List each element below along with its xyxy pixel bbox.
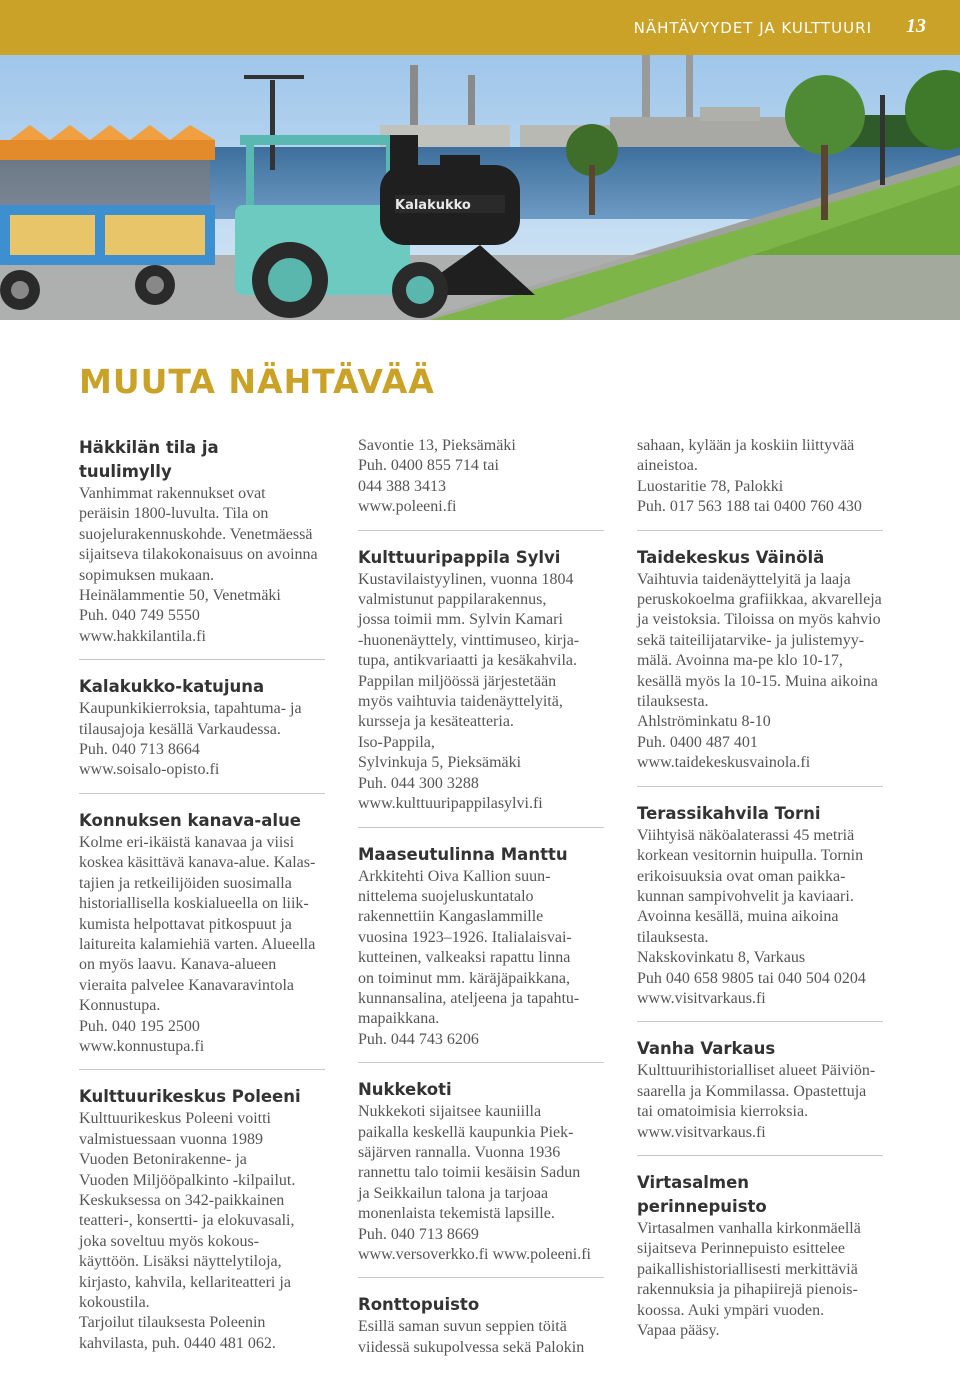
entry-ronttopuisto — [358, 1293, 604, 1370]
website-link[interactable]: www.soisalo-opisto.fi — [79, 761, 220, 779]
entry-ronttopuisto-continued — [637, 436, 883, 531]
entry-konnus — [79, 809, 325, 1070]
train-photo-illustration — [0, 55, 960, 320]
entry-body: Arkkitehti Oiva Kallion suun- nittelema suojeluskuntatalo rakennettiin Kangaslammille vuosina 1923–1926. Italialaisvai- kutteinen, valkeaksi rapattu linna on toiminut mm. käräjäpaikkana, kunnansalina, ateljeena ja tapahtu- mapaikkana. Puh. 044 743 6206 — [358, 867, 580, 1048]
entry-vainola — [637, 546, 883, 787]
entry-title: Vanha Varkaus — [637, 1039, 776, 1059]
entry-title: Häkkilän tila ja tuulimylly — [79, 438, 219, 481]
entry-title: Taidekeskus Väinölä — [637, 547, 825, 567]
entry-title: Konnuksen kanava-alue — [79, 810, 302, 830]
column-1 — [79, 436, 325, 1381]
entry-virtasalmi — [637, 1171, 883, 1353]
entry-poleeni-continued — [358, 436, 604, 531]
section-title: NÄHTÄVYYDET JA KULTTUURI — [633, 19, 872, 37]
entry-body: sahaan, kylään ja koskiin liittyvää aineistoa. Luostaritie 78, Palokki Puh. 017 563 188 tai 0400 760 430 — [637, 437, 862, 516]
entry-title: Kulttuuripappila Sylvi — [358, 547, 561, 567]
page-heading: MUUTA NÄHTÄVÄÄ — [79, 362, 435, 401]
website-link[interactable]: www.visitvarkaus.fi — [637, 1123, 766, 1141]
website-link[interactable]: www.hakkilantila.fi — [79, 627, 206, 645]
entry-body: Vaihtuvia taidenäyttelyitä ja laaja peruskokoelma grafiikkaa, akvarelleja ja veistoksia. Tiloissa on myös kahvio sekä taiteilijatarvike- ja julistemyy- mälä. Avoinna ma-pe klo 10-17, kesällä myös la 10-15. Muina aikoina tilauksesta. Ahlströminkatu 8-10 Puh. 0400 487 401 www.taidekeskusvainola.fi — [637, 570, 883, 774]
column-3 — [637, 436, 883, 1368]
entry-poleeni — [79, 1085, 325, 1366]
entry-body: Nukkekoti sijaitsee kauniilla paikalla keskellä kaupunkia Piek- säjärven rannalla. Vuonna 1936 rannettu talo toimii kesäisin Sadun ja Seikkailun talona ja tarjoaa monenlaista tekemistä lapsille. Puh. 040 713 8669 www.versoverkko.fi www.poleeni.fi — [358, 1102, 604, 1265]
entry-body: Virtasalmen vanhalla kirkonmäellä sijaitseva Perinnepuisto esittelee paikallishistoriallisesti merkittäviä rakennuksia ja pihapiirejä pienois- koossa. Auki ympäri vuoden. Vapaa pääsy. — [637, 1219, 861, 1339]
entry-manttu — [358, 843, 604, 1064]
entry-title: Kulttuurikeskus Poleeni — [79, 1087, 301, 1107]
entry-title: Virtasalmen perinnepuisto — [637, 1172, 767, 1216]
column-2 — [358, 436, 604, 1385]
entry-body: Vanhimmat rakennukset ovat peräisin 1800-luvulta. Tila on suojelurakennuskohde. Venetmäessä sijaitseva tilakokonaisuus on avoinna sopimuksen mukaan. Heinälammentie 50, Venetmäki Puh. 040 749 5550 www.hakkilantila.fi — [79, 484, 325, 647]
entry-nukkekoti — [358, 1078, 604, 1278]
entry-torni — [637, 802, 883, 1023]
entry-sylvi — [358, 546, 604, 828]
entry-body: Kulttuurikeskus Poleeni voitti valmistuessaan vuonna 1989 Vuoden Betonirakenne- ja Vuoden Miljööpalkinto -kilpailut. Keskuksessa on 342-paikkainen teatteri-, konsertti- ja elokuvasali, joka soveltuu myös kokous- käyttöön. Lisäksi näyttelytiloja, kirjasto, kahvila, kellariteatteri ja kokoustila. Tarjoilut tilauksesta Poleenin kahvilasta, puh. 0440 481 062. — [79, 1110, 296, 1352]
entry-title: Terassikahvila Torni — [637, 803, 821, 823]
entry-title: Ronttopuisto — [358, 1295, 480, 1315]
entry-title: Kalakukko-katujuna — [79, 677, 265, 697]
entry-title: Nukkekoti — [358, 1080, 452, 1100]
website-link[interactable]: www.kulttuuripappilasylvi.fi — [358, 795, 543, 813]
entry-kalakukko — [79, 675, 325, 794]
header-bar — [0, 0, 960, 55]
entry-body: Kustavilaistyylinen, vuonna 1804 valmistunut pappilarakennus, jossa toimii mm. Sylvin Kamari -huonenäyttely, vinttimuseo, kirja- tupa, antikvariaatti ja kesäkahvila. Pappilan miljöössä järjestetään myös vaihtuvia taidenäyttelyitä, kursseja ja kesäteatteria. Iso-Pappila, Sylvinkuja 5, Pieksämäki Puh. 044 300 3288 www.kulttuuripappilasylvi.fi — [358, 570, 604, 815]
website-link[interactable]: www.visitvarkaus.fi — [637, 989, 766, 1007]
train-sign: Kalakukko — [395, 198, 471, 213]
entry-body: Viihtyisä näköalaterassi 45 metriä korkean vesitornin huipulla. Tornin erikoisuuksia ovat oman paikka- kunnan sampivohvelit ja kaviaari. Avoinna kesällä, muina aikoina tilauksesta. Nakskovinkatu 8, Varkaus Puh 040 658 9805 tai 040 504 0204 www.visitvarkaus.fi — [637, 826, 883, 1010]
header-photo — [0, 55, 960, 320]
entry-hakkila — [79, 436, 325, 660]
entry-vanha-varkaus — [637, 1037, 883, 1156]
entry-body: Kaupunkikierroksia, tapahtuma- ja tilausajoja kesällä Varkaudessa. Puh. 040 713 8664 www.soisalo-opisto.fi — [79, 699, 325, 781]
entry-body: Savontie 13, Pieksämäki Puh. 0400 855 714 tai 044 388 3413 www.poleeni.fi — [358, 436, 604, 518]
website-link[interactable]: www.konnustupa.fi — [79, 1037, 205, 1055]
entry-body: Kolme eri-ikäistä kanavaa ja viisi koskea käsittävä kanava-alue. Kalas- tajien ja retkeilijöiden suosimalla historiallisella koskialueella on liik- kumista helpottavat pitkospuut ja laitureita kalamiehiä varten. Alueella on myös laavu. Kanava-alueen vieraita palvelee Kanavaravintola Konnustupa. Puh. 040 195 2500 www.konnustupa.fi — [79, 833, 325, 1057]
page-number: 13 — [906, 15, 926, 37]
website-link[interactable]: www.taidekeskusvainola.fi — [637, 754, 811, 772]
entry-body: Kulttuurihistorialliset alueet Päiviön- saarella ja Kommilassa. Opastettuja tai omatoimisia kierroksia. www.visitvarkaus.fi — [637, 1061, 883, 1143]
entry-title: Maaseutulinna Manttu — [358, 844, 568, 864]
entry-body: Esillä saman suvun seppien töitä viidessä sukupolvessa sekä Palokin — [358, 1318, 585, 1356]
website-link[interactable]: www.versoverkko.fi www.poleeni.fi — [358, 1246, 591, 1263]
website-link[interactable]: www.poleeni.fi — [358, 498, 457, 516]
